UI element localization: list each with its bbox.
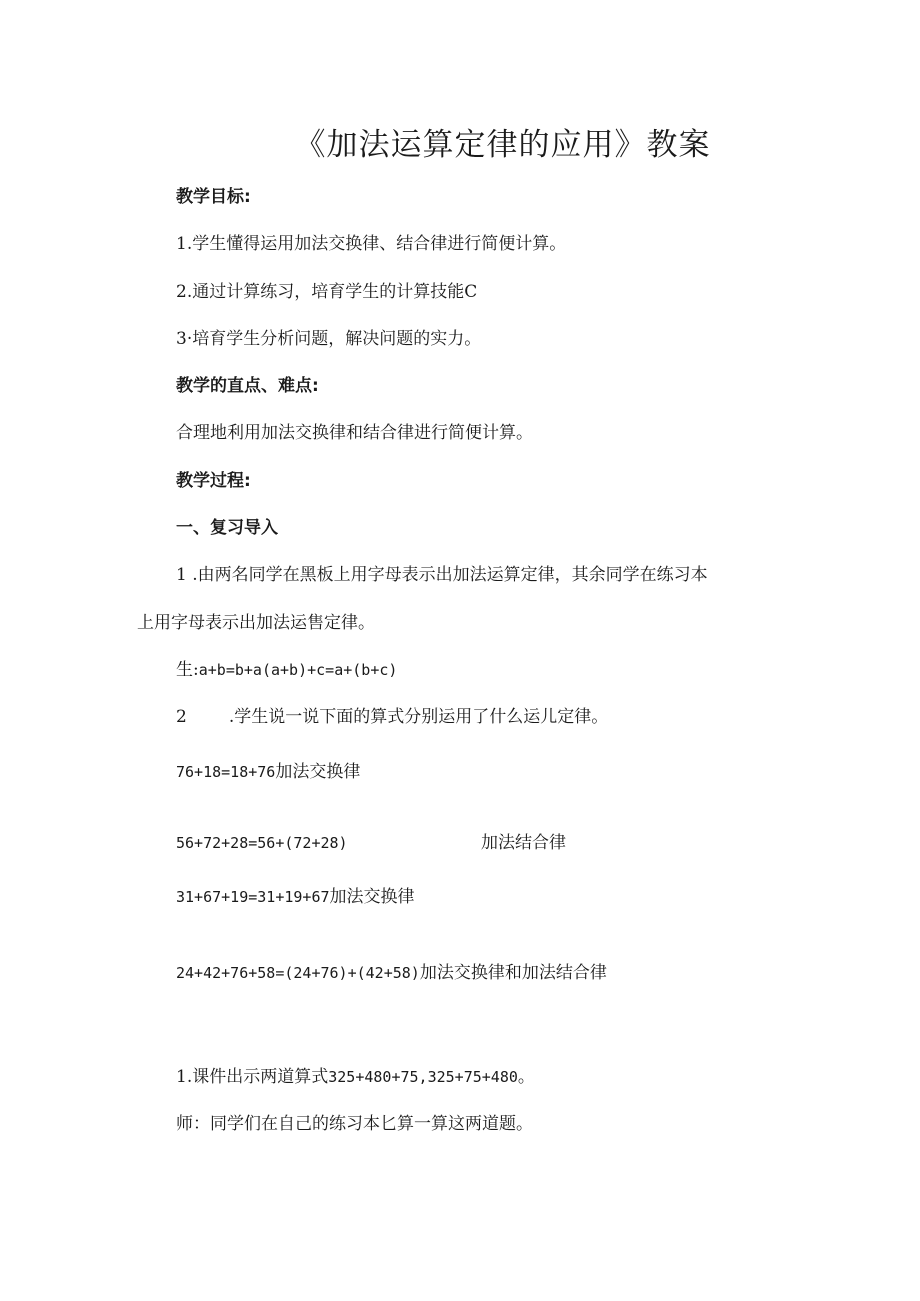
example-expression: 31+67+19=31+19+67 xyxy=(176,888,330,906)
example-law: 加法交换律 xyxy=(329,887,415,907)
review-step-2-text: .学生说一说下面的算式分别运用了什么运儿定律。 xyxy=(228,707,609,727)
review-step-1-line-2: 上用字母表示出加法运售定律。 xyxy=(137,613,375,633)
example-law: 加法交换律 xyxy=(275,762,361,782)
teacher-line: 师：同学们在自己的练习本匕算一算这两道题。 xyxy=(176,1114,533,1134)
objective-item-3: 3·培育学生分析问题，解决问题的实力。 xyxy=(176,329,482,349)
process-heading: 教学过程: xyxy=(176,471,251,491)
objective-item-1: 1.学生懂得运用加法交换律、结合律进行简便计算。 xyxy=(176,234,567,254)
review-step-2 xyxy=(176,706,608,728)
key-points-text: 合理地利用加法交换律和结合律进行简便计算。 xyxy=(176,423,533,443)
objective-item-2: 2.通过计算练习，培育学生的计算技能C xyxy=(176,282,478,302)
student-answer xyxy=(176,659,397,681)
student-label: 生: xyxy=(176,660,199,680)
example-expression: 76+18=18+76 xyxy=(176,763,276,781)
objectives-heading: 教学目标: xyxy=(176,187,251,207)
example-line-2 xyxy=(176,832,348,854)
review-section-heading: 一、复习导入 xyxy=(176,518,278,538)
example-expression: 24+42+76+58=(24+76)+(42+58) xyxy=(176,964,420,982)
review-step-1-line-1: 1 .由两名同学在黑板上用字母表示出加法运算定律，其余同学在练习本 xyxy=(176,565,708,585)
example-line-4 xyxy=(176,962,607,984)
new-lesson-step-1-formula: 325+480+75,325+75+480 xyxy=(328,1068,518,1086)
new-lesson-step-1-end: 。 xyxy=(517,1067,535,1087)
example-line-1 xyxy=(176,761,360,783)
key-points-heading: 教学的直点、难点: xyxy=(176,376,319,396)
example-line-2-law: 加法结合律 xyxy=(481,833,566,853)
student-formula: a+b=b+a(a+b)+c=a+(b+c) xyxy=(198,661,398,679)
new-lesson-step-1 xyxy=(176,1066,535,1088)
example-expression: 56+72+28=56+(72+28) xyxy=(176,834,348,852)
document-title: 《加法运算定律的应用》教案 xyxy=(294,127,711,163)
example-line-3 xyxy=(176,886,415,908)
example-law: 加法交换律和加法结合律 xyxy=(419,963,607,983)
new-lesson-step-1-label: 1.课件出示两道算式 xyxy=(176,1067,329,1087)
review-step-2-number: 2 xyxy=(176,707,187,727)
